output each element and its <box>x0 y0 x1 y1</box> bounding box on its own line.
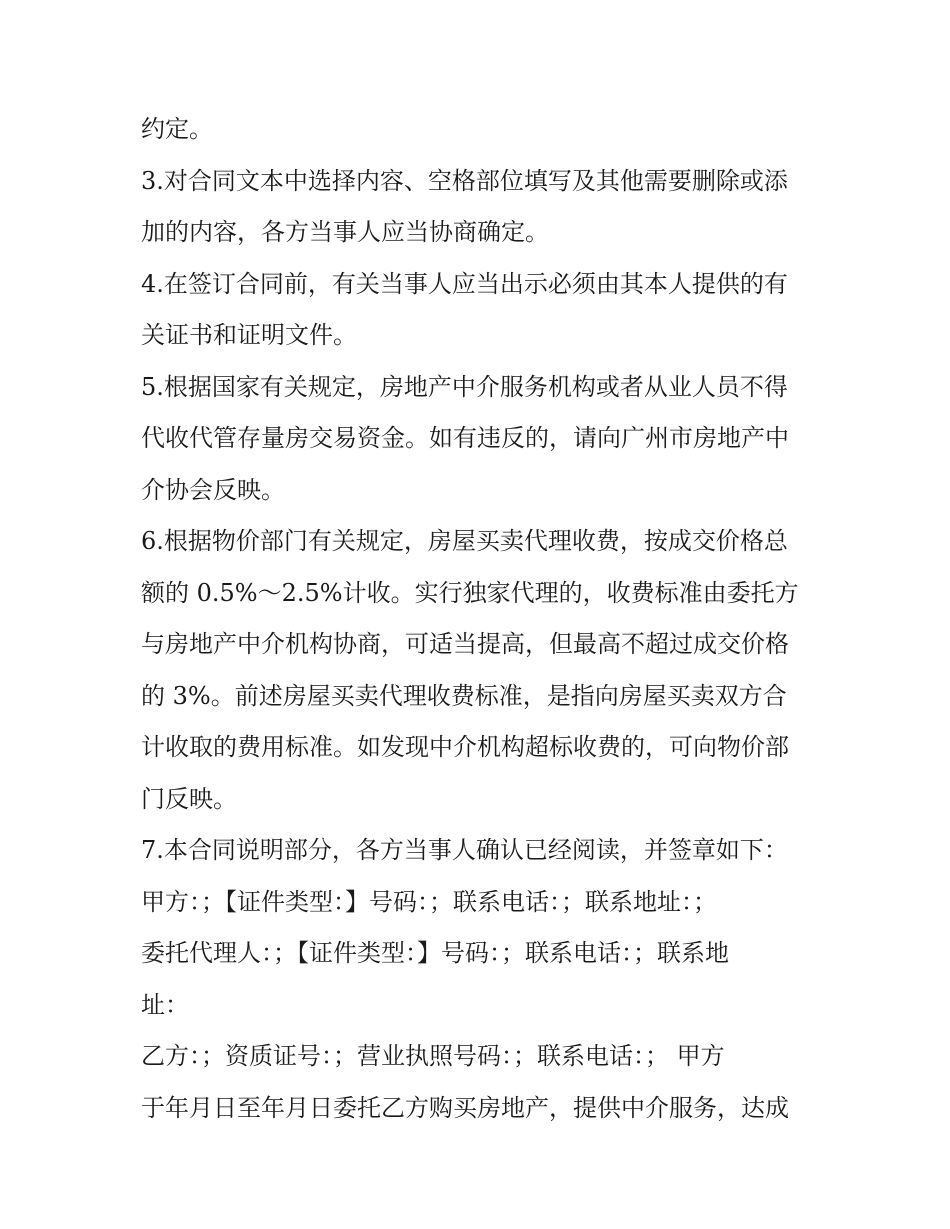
text-line: 加的内容，各方当事人应当协商确定。 <box>141 218 549 246</box>
text-line: 甲方：；【证件类型：】号码：；联系电话：；联系地址：； <box>141 887 717 916</box>
text-line: 计收取的费用标准。如发现中介机构超标收费的，可向物价部 <box>141 733 789 761</box>
text-line: 7.本合同说明部分，各方当事人确认已经阅读，并签章如下： <box>141 836 788 864</box>
document-body <box>141 104 821 1134</box>
text-line: 额的 0.5%～2.5%计收。实行独家代理的，收费标准由委托方 <box>141 578 799 607</box>
text-line: 约定。 <box>141 115 213 143</box>
text-line: 3.对合同文本中选择内容、空格部位填写及其他需要删除或添 <box>141 166 788 195</box>
text-line: 于年月日至年月日委托乙方购买房地产，提供中介服务，达成 <box>141 1093 789 1122</box>
text-line: 5.根据国家有关规定，房地产中介服务机构或者从业人员不得 <box>141 372 788 401</box>
text-line: 乙方：；资质证号：；营业执照号码：；联系电话：； 甲方 <box>141 1042 725 1070</box>
text-line: 址： <box>141 990 189 1019</box>
text-line: 委托代理人：；【证件类型：】号码：；联系电话：；联系地 <box>141 939 729 967</box>
text-line: 代收代管存量房交易资金。如有违反的，请向广州市房地产中 <box>141 424 789 452</box>
text-line: 4.在签订合同前，有关当事人应当出示必须由其本人提供的有 <box>141 269 788 298</box>
text-line: 的 3%。前述房屋买卖代理收费标准，是指向房屋买卖双方合 <box>141 681 787 710</box>
text-line: 门反映。 <box>141 784 237 813</box>
text-line: 介协会反映。 <box>141 475 285 504</box>
text-line: 6.根据物价部门有关规定，房屋买卖代理收费，按成交价格总 <box>141 527 788 555</box>
text-line: 与房地产中介机构协商，可适当提高，但最高不超过成交价格 <box>141 630 789 658</box>
text-line: 关证书和证明文件。 <box>141 321 357 349</box>
